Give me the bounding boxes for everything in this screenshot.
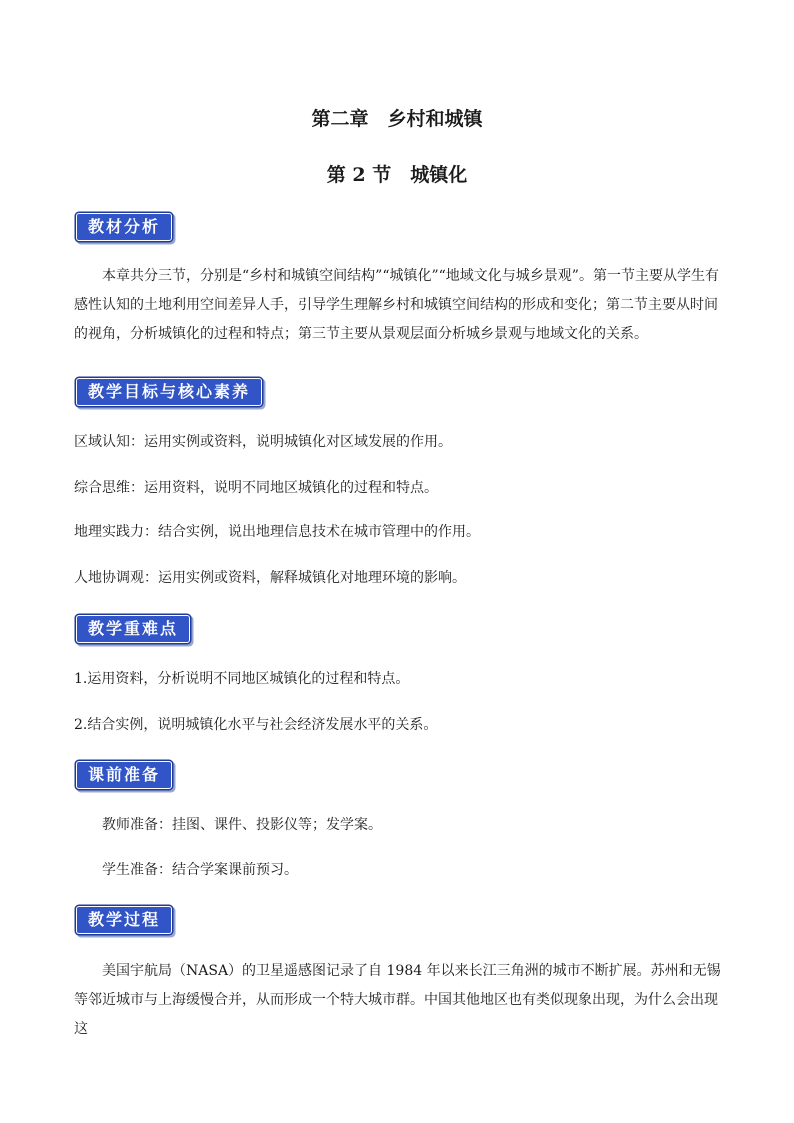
prep-item-teacher: 教师准备：挂图、课件、投影仪等；发学案。 <box>102 817 382 833</box>
goal-item-practice: 地理实践力：结合实例，说出地理信息技术在城市管理中的作用。 <box>74 524 480 540</box>
goal-item-harmony: 人地协调观：运用实例或资料，解释城镇化对地理环境的影响。 <box>74 570 466 586</box>
process-paragraph: 美国宇航局（NASA）的卫星遥感图记录了自 1984 年以来长江三角洲的城市不断扩展。苏州和无锡等邻近城市与上海缓慢合并，从而形成一个特大城市群。中国其他地区也有类似现象出现，为什么会出现这 <box>74 963 721 1037</box>
section-badge-preparation: 课前准备 <box>76 761 172 789</box>
section-title: 第 2 节 城镇化 <box>326 164 468 186</box>
difficulty-item-1: 1.运用资料，分析说明不同地区城镇化的过程和特点。 <box>74 671 410 687</box>
section-badge-analysis: 教材分析 <box>76 213 172 241</box>
difficulty-item-2: 2.结合实例，说明城镇化水平与社会经济发展水平的关系。 <box>74 717 438 733</box>
section-badge-process: 教学过程 <box>76 906 172 934</box>
section-badge-difficulties: 教学重难点 <box>76 615 190 643</box>
chapter-title: 第二章 乡村和城镇 <box>311 108 483 130</box>
section-badge-goals: 教学目标与核心素养 <box>76 378 262 406</box>
goal-item-regional: 区域认知：运用实例或资料，说明城镇化对区域发展的作用。 <box>74 434 452 450</box>
prep-item-student: 学生准备：结合学案课前预习。 <box>102 862 298 878</box>
goal-item-synthesis: 综合思维：运用资料，说明不同地区城镇化的过程和特点。 <box>74 480 438 496</box>
analysis-paragraph: 本章共分三节，分别是“乡村和城镇空间结构”“城镇化”“地域文化与城乡景观”。第一节主要从学生有感性认知的土地利用空间差异人手，引导学生理解乡村和城镇空间结构的形成和变化；第二节主要从时间的视角，分析城镇化的过程和特点；第三节主要从景观层面分析城乡景观与地域文化的关系。 <box>74 268 719 342</box>
